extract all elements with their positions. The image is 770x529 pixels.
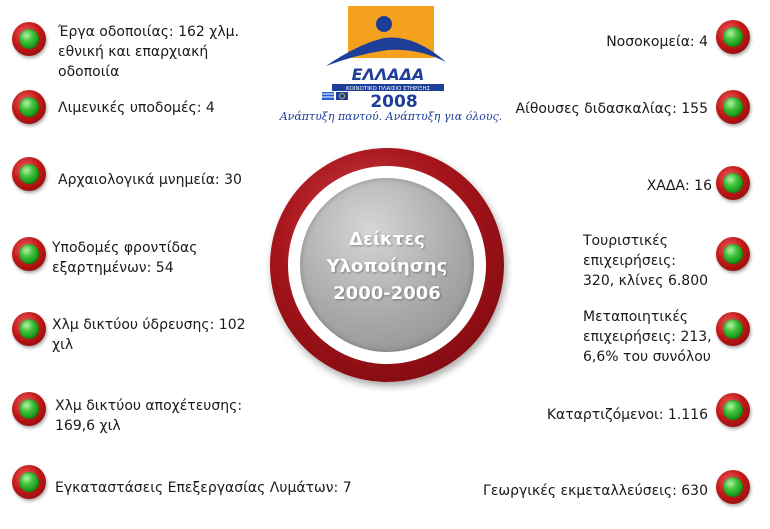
bullet-icon bbox=[716, 166, 750, 200]
center-circle bbox=[270, 148, 504, 382]
logo-graphic bbox=[318, 4, 458, 110]
left-item-port-infrastructure: Λιμενικές υποδομές: 4 bbox=[58, 100, 215, 116]
bullet-icon bbox=[716, 237, 750, 271]
left-item-sewage-network: Χλμ δικτύου αποχέτευσης: 169,6 χιλ bbox=[55, 398, 243, 434]
bullet-icon bbox=[12, 312, 46, 346]
center-line-3: 2000-2006 bbox=[333, 283, 441, 304]
bullet-icon bbox=[716, 312, 750, 346]
right-item-trainees: Καταρτιζόμενοι: 1.116 bbox=[546, 407, 708, 423]
bullet-icon bbox=[12, 392, 46, 426]
logo-subtitle: ΚΟΙΝΟΤΙΚΟ ΠΛΑΙΣΙΟ ΣΤΗΡΙΞΗΣ bbox=[345, 86, 431, 92]
bullet-icon bbox=[716, 20, 750, 54]
left-item-road-works: Έργα οδοποιίας: 162 χλμ. εθνική και επαρχιακή οδοποιία bbox=[58, 24, 239, 80]
left-item-care-infrastructure: Υποδομές φροντίδας εξαρτημένων: 54 bbox=[52, 240, 198, 276]
right-item-classrooms: Αίθουσες διδασκαλίας: 155 bbox=[515, 101, 708, 117]
center-title bbox=[300, 226, 474, 307]
right-item-tourism-businesses: Τουριστικές επιχειρήσεις: 320, κλίνες 6.800 bbox=[583, 233, 709, 289]
bullet-icon bbox=[12, 465, 46, 499]
logo bbox=[318, 4, 458, 110]
bullet-icon bbox=[716, 90, 750, 124]
bullet-icon bbox=[12, 237, 46, 271]
right-item-farms: Γεωργικές εκμεταλλεύσεις: 630 bbox=[483, 483, 708, 499]
left-item-archaeological-monuments: Αρχαιολογικά μνημεία: 30 bbox=[58, 172, 242, 188]
bullet-icon bbox=[12, 157, 46, 191]
logo-tagline: Ανάπτυξη παντού. Ανάπτυξη για όλους. bbox=[279, 110, 503, 123]
bullet-icon bbox=[716, 393, 750, 427]
center-line-1: Δείκτες bbox=[349, 229, 425, 250]
right-item-manufacturing-businesses: Μεταποιητικές επιχειρήσεις: 213, 6,6% του συνόλου bbox=[583, 309, 712, 365]
right-item-hospitals: Νοσοκομεία: 4 bbox=[606, 34, 708, 50]
logo-brand: ΕΛΛΑΔΑ bbox=[351, 65, 425, 84]
left-item-water-network: Χλμ δικτύου ύδρευσης: 102 χιλ bbox=[52, 317, 246, 353]
left-item-wastewater-plants: Εγκαταστάσεις Επεξεργασίας Λυμάτων: 7 bbox=[55, 480, 352, 496]
bullet-icon bbox=[716, 470, 750, 504]
logo-year: 2008 bbox=[370, 92, 418, 110]
center-line-2: Υλοποίησης bbox=[326, 256, 448, 277]
bullet-icon bbox=[12, 22, 46, 56]
right-item-landfills: ΧΑΔΑ: 16 bbox=[646, 178, 712, 194]
bullet-icon bbox=[12, 90, 46, 124]
